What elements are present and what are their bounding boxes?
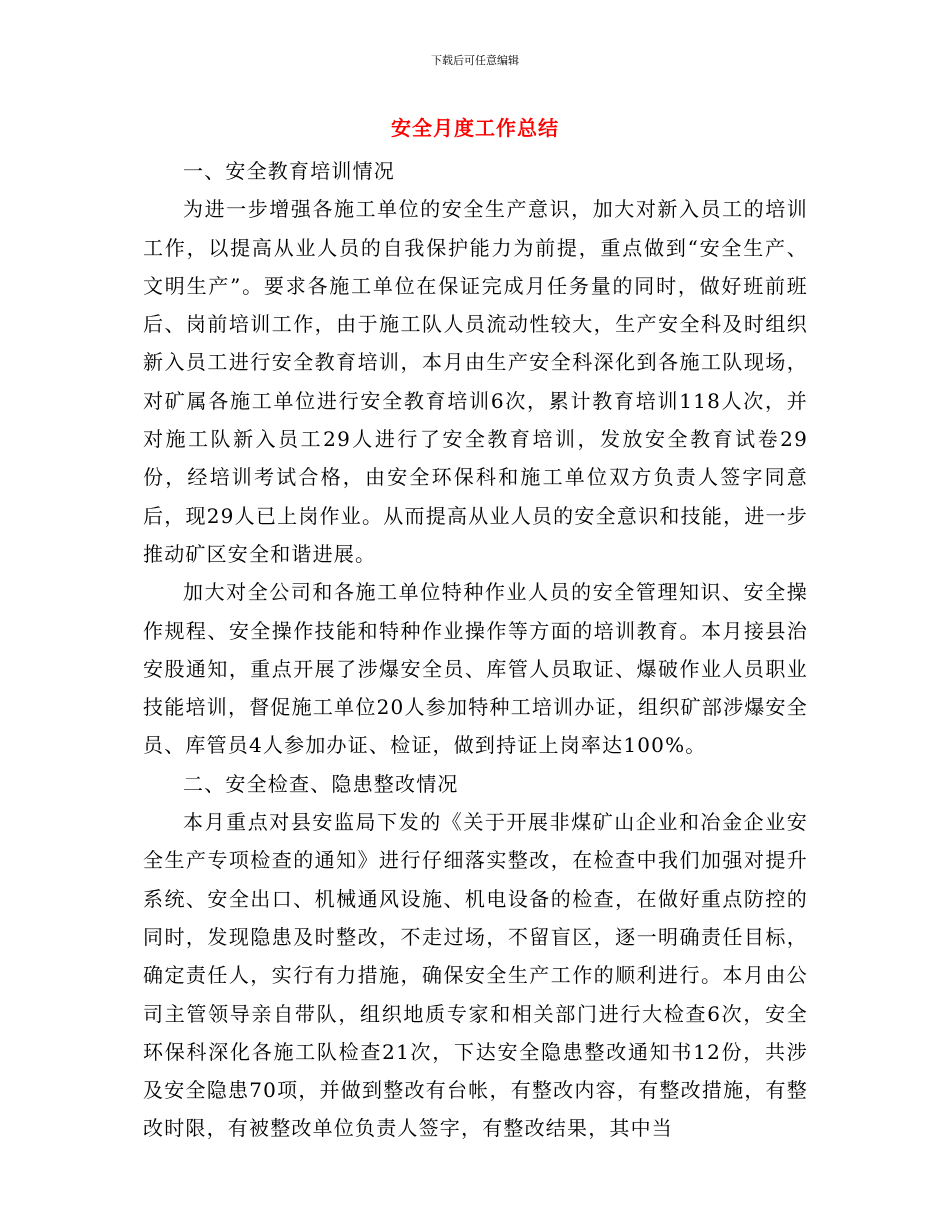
section-heading-1: 一、安全教育培训情况 [183, 159, 395, 183]
paragraph-2: 加大对全公司和各施工单位特种作业人员的安全管理知识、安全操作规程、安全操作技能和特种作业操作等方面的培训教育。本月接县治安股通知，重点开展了涉爆安全员、库管人员取证、爆破作业人员职业技能培训，督促施工单位20人参加特种工培训办证，组织矿部涉爆安全员、库管员4人参加办证、检证，做到持证上岗率达100%。 [143, 580, 808, 758]
document-title: 安全月度工作总结 [391, 116, 559, 140]
section-heading-2: 二、安全检查、隐患整改情况 [183, 771, 459, 796]
paragraph-1: 为进一步增强各施工单位的安全生产意识，加大对新入员工的培训工作，以提高从业人员的自我保护能力为前提，重点做到“安全生产、文明生产”。要求各施工单位在保证完成月任务量的同时，做好班前班后、岗前培训工作，由于施工队人员流动性较大，生产安全科及时组织新入员工进行安全教育培训，本月由生产安全科深化到各施工队现场，对矿属各施工单位进行安全教育培训6次，累计教育培训118人次，并对施工队新入员工29人进行了安全教育培训，发放安全教育试卷29份，经培训考试合格，由安全环保科和施工单位双方负责人签字同意后，现29人已上岗作业。从而提高从业人员的安全意识和技能，进一步推动矿区安全和谐进展。 [143, 197, 808, 566]
paragraph-3: 本月重点对县安监局下发的《关于开展非煤矿山企业和冶金企业安全生产专项检查的通知》进行仔细落实整改，在检查中我们加强对提升系统、安全出口、机械通风设施、机电设备的检查，在做好重点防控的同时，发现隐患及时整改，不走过场，不留盲区，逐一明确责任目标，确定责任人，实行有力措施，确保安全生产工作的顺利进行。本月由公司主管领导亲自带队，组织地质专家和相关部门进行大检查6次，安全环保科深化各施工队检查21次，下达安全隐患整改通知书12份，共涉及安全隐患70项，并做到整改有台帐，有整改内容，有整改措施，有整改时限，有被整改单位负责人签字，有整改结果，其中当 [143, 810, 808, 1141]
header-note: 下载后可任意编辑 [431, 54, 519, 67]
document-body [143, 152, 808, 1148]
